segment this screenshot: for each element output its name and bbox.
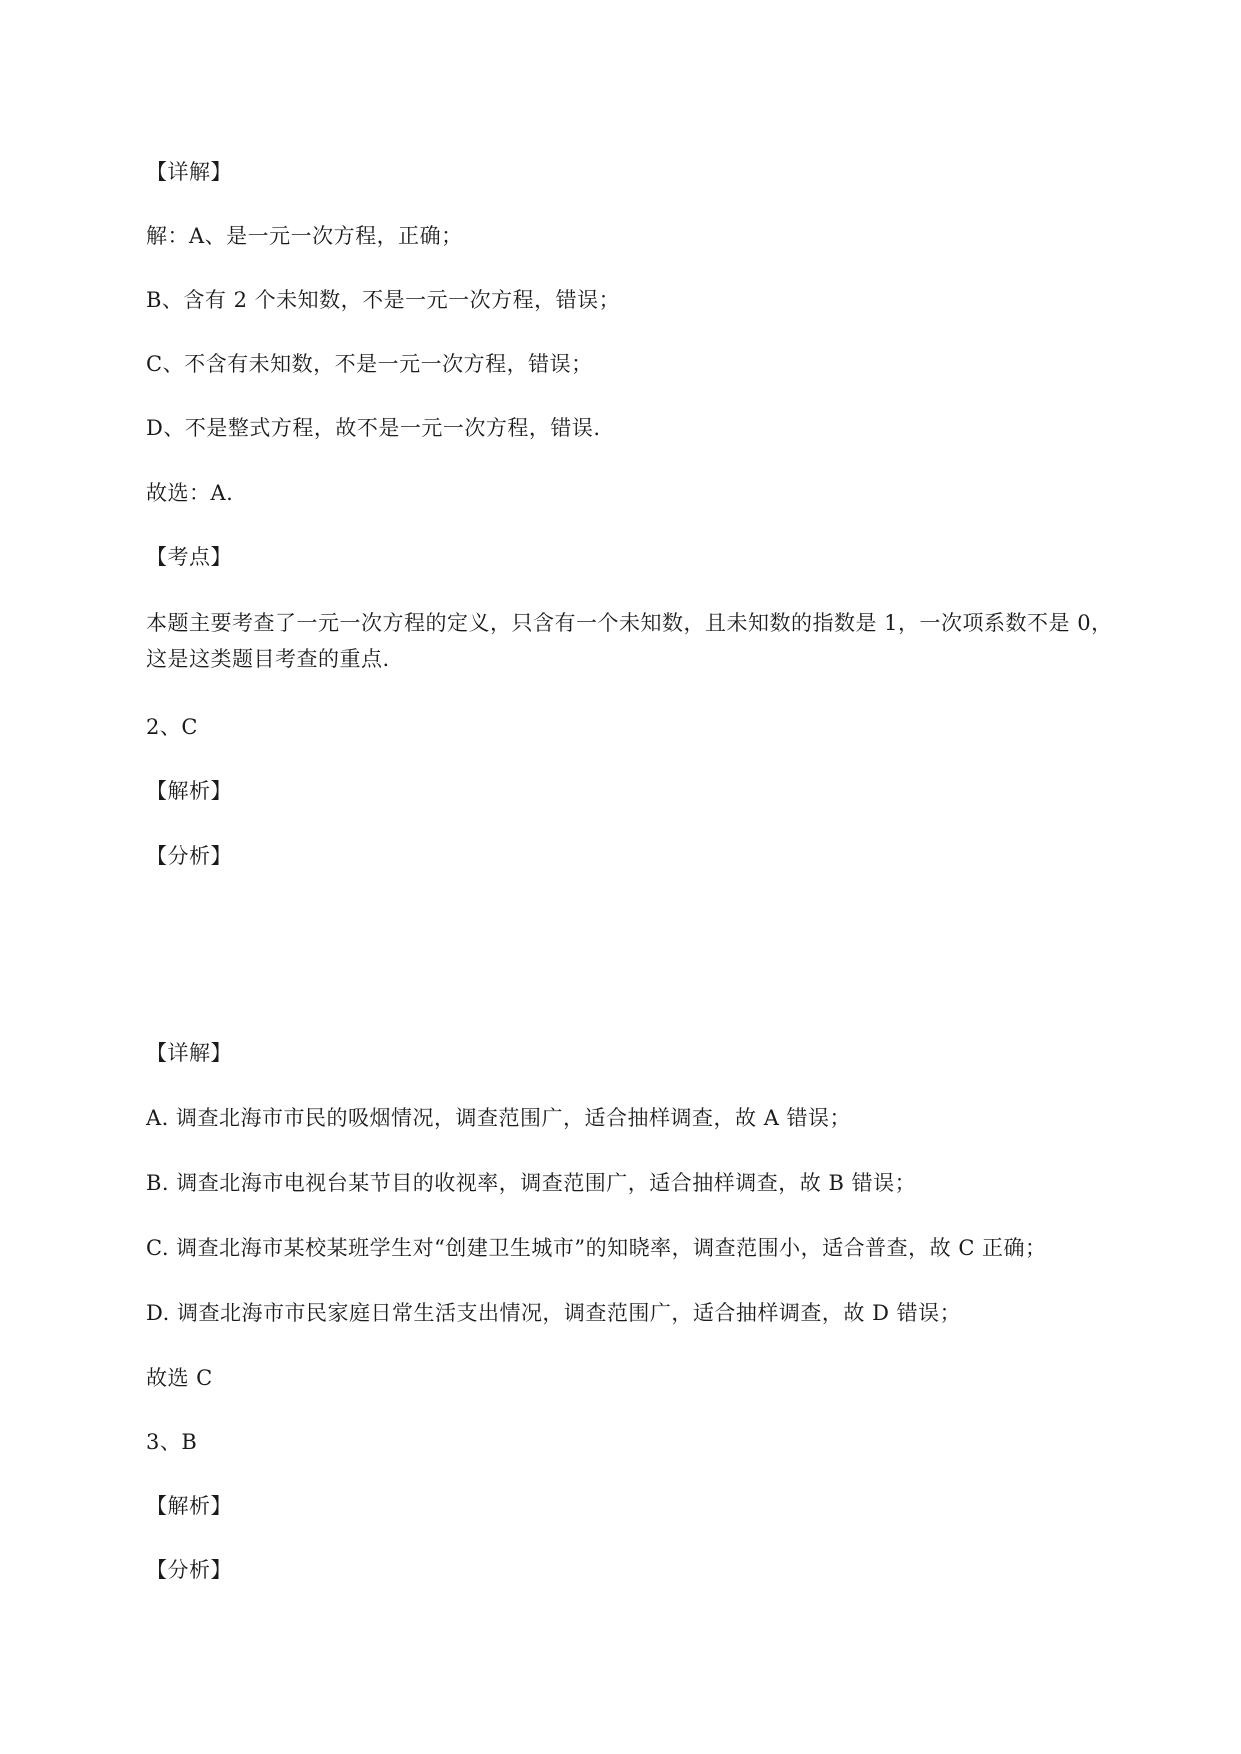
answer-line: 故选：A.	[146, 481, 234, 505]
key-point-text-line-2: 这是这类题目考查的重点.	[146, 647, 390, 671]
key-point-text-line-1: 本题主要考查了一元一次方程的定义，只含有一个未知数，且未知数的指数是 1，一次项系数不是 0，	[146, 611, 1113, 635]
section-heading-analysis: 【解析】	[146, 779, 232, 803]
survey-option-a: A. 调查北海市市民的吸烟情况，调查范围广，适合抽样调查，故 A 错误；	[146, 1106, 852, 1130]
survey-option-d: D. 调查北海市市民家庭日常生活支出情况，调查范围广，适合抽样调查，故 D 错误；	[146, 1301, 962, 1325]
section-heading-detail: 【详解】	[146, 160, 232, 184]
question-2-answer: 2、C	[146, 715, 198, 739]
survey-option-b: B. 调查北海市电视台某节目的收视率，调查范围广，适合抽样调查，故 B 错误；	[146, 1171, 917, 1195]
section-heading-key-point: 【考点】	[146, 545, 232, 569]
section-heading-analysis: 【解析】	[146, 1494, 232, 1518]
question-3-answer: 3、B	[146, 1430, 198, 1454]
survey-option-c: C. 调查北海市某校某班学生对“创建卫生城市”的知晓率，调查范围小，适合普查，故 C 正确；	[146, 1236, 1047, 1260]
option-d-explanation: D、不是整式方程，故不是一元一次方程，错误.	[146, 416, 601, 440]
solution-intro-line: 解：A、是一元一次方程，正确；	[146, 224, 463, 248]
section-heading-reasoning: 【分析】	[146, 1558, 232, 1582]
option-b-explanation: B、含有 2 个未知数，不是一元一次方程，错误；	[146, 288, 621, 312]
answer-line: 故选 C	[146, 1366, 213, 1390]
section-heading-reasoning: 【分析】	[146, 844, 232, 868]
option-c-explanation: C、不含有未知数，不是一元一次方程，错误；	[146, 352, 593, 376]
section-heading-detail: 【详解】	[146, 1041, 232, 1065]
